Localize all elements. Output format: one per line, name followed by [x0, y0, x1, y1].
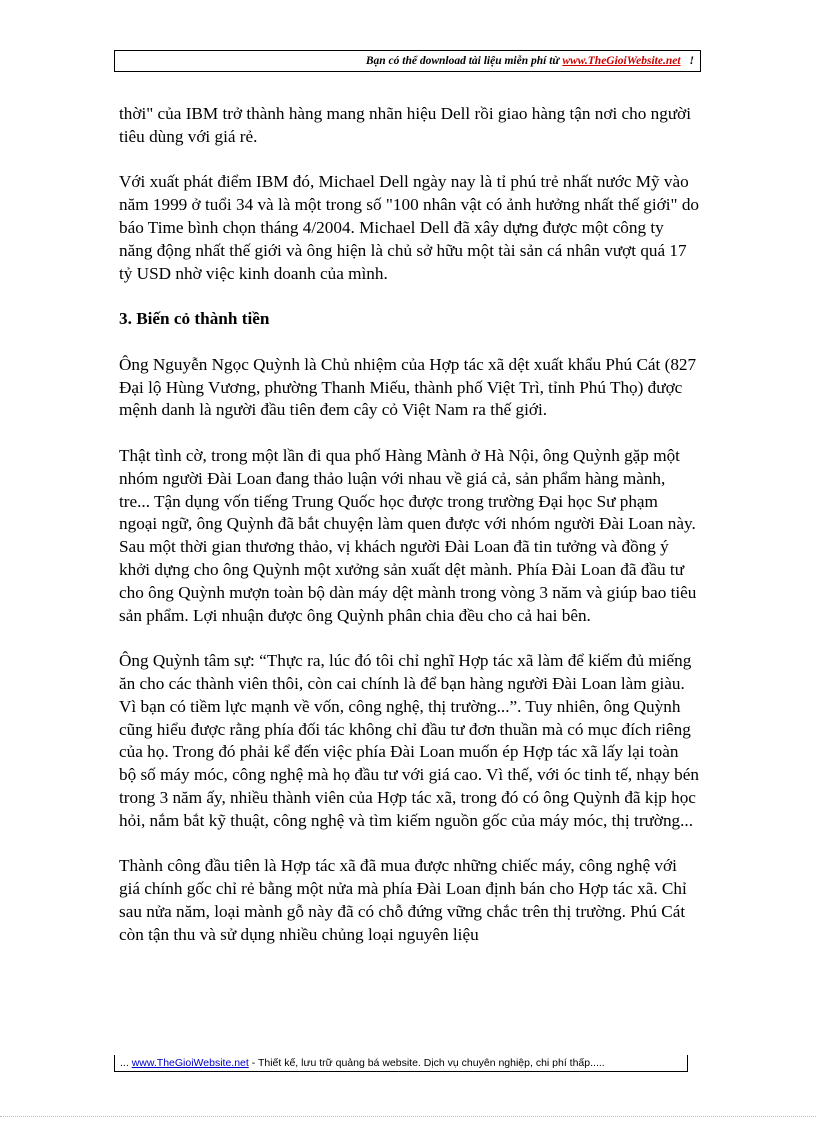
- page-header: [114, 50, 701, 72]
- paragraph-5: Ông Quỳnh tâm sự: “Thực ra, lúc đó tôi chỉ nghĩ Hợp tác xã làm để kiếm đủ miếng ăn cho các thành viên thôi, còn cai chính là để bạn hàng người Đài Loan làm giàu. Vì bạn có tiềm lực mạnh về vốn, công nghệ, thị trường...”. Tuy nhiên, ông Quỳnh cũng hiểu được rằng phía đối tác không chỉ đầu tư đơn thuần mà có mục đích riêng của họ. Trong đó phải kể đến việc phía Đài Loan muốn ép Hợp tác xã lấy lại toàn bộ số máy móc, công nghệ mà họ đầu tư với giá cao. Vì thế, với óc tinh tế, nhạy bén trong 3 năm ấy, nhiều thành viên của Hợp tác xã, trong đó có ông Quỳnh đã kịp học hỏi, nắm bắt kỹ thuật, công nghệ và tìm kiếm nguồn gốc của máy móc, thị trường...: [119, 651, 699, 830]
- footer-text: - Thiết kế, lưu trữ quảng bá website. Dịch vụ chuyên nghiệp, chi phí thấp.....: [251, 1057, 605, 1069]
- page-footer: [114, 1055, 688, 1072]
- header-website-link[interactable]: www.TheGioiWebsite.net: [562, 55, 681, 67]
- footer-website-link[interactable]: www.TheGioiWebsite.net: [131, 1057, 249, 1069]
- paragraph-6: Thành công đầu tiên là Hợp tác xã đã mua được những chiếc máy, công nghệ với giá chính gốc chỉ rẻ bằng một nửa mà phía Đài Loan định bán cho Hợp tác xã. Chỉ sau nửa năm, loại mành gỗ này đã có chỗ đứng vững chắc trên thị trường. Phú Cát còn tận thu và sử dụng nhiều chủng loại nguyên liệu: [119, 856, 687, 944]
- document-body: [119, 103, 699, 969]
- paragraph-4: Thật tình cờ, trong một lần đi qua phố Hàng Mành ở Hà Nội, ông Quỳnh gặp một nhóm người Đài Loan đang thảo luận với nhau về giá cả, sản phẩm hàng mành, tre... Tận dụng vốn tiếng Trung Quốc học được trong trường Đại học Sư phạm ngoại ngữ, ông Quỳnh đã bắt chuyện làm quen được với nhóm người Đài Loan này. Sau một thời gian thương thảo, vị khách người Đài Loan đã tin tưởng và đồng ý khởi dựng cho ông Quỳnh một xưởng sản xuất dệt mành. Phía Đài Loan đã đầu tư cho ông Quỳnh mượn toàn bộ dàn máy dệt mành trong vòng 3 năm và giúp bao tiêu sản phẩm. Lợi nhuận được ông Quỳnh phân chia đều cho cả hai bên.: [119, 445, 697, 625]
- paragraph-3: Ông Nguyễn Ngọc Quỳnh là Chủ nhiệm của Hợp tác xã dệt xuất khẩu Phú Cát (827 Đại lộ Hùng Vương, phường Thanh Miếu, thành phố Việt Trì, tỉnh Phú Thọ) được mệnh danh là người đầu tiên đem cây cỏ Việt Nam ra thế giới.: [119, 354, 697, 420]
- paragraph-2: Với xuất phát điểm IBM đó, Michael Dell ngày nay là tỉ phú trẻ nhất nước Mỹ vào năm 1999 ở tuổi 34 và là một trong số "100 nhân vật có ảnh hưởng nhất thế giới" do báo Time bình chọn tháng 4/2004. Michael Dell đã xây dựng được một công ty năng động nhất thế giới và ông hiện là chủ sở hữu một tài sản cá nhân vượt quá 17 tỷ USD nhờ việc kinh doanh của mình.: [119, 172, 700, 283]
- paragraph-1: thời" của IBM trở thành hàng mang nhãn hiệu Dell rồi giao hàng tận nơi cho người tiêu dùng với giá rẻ.: [119, 104, 692, 146]
- section-heading: 3. Biến cỏ thành tiền: [119, 309, 270, 329]
- header-text: Bạn có thể download tài liệu miễn phí từ: [365, 55, 560, 67]
- footer-ellipsis: ...: [120, 1057, 129, 1069]
- page-bottom-divider: [0, 1116, 816, 1117]
- header-exclamation: !: [689, 55, 694, 67]
